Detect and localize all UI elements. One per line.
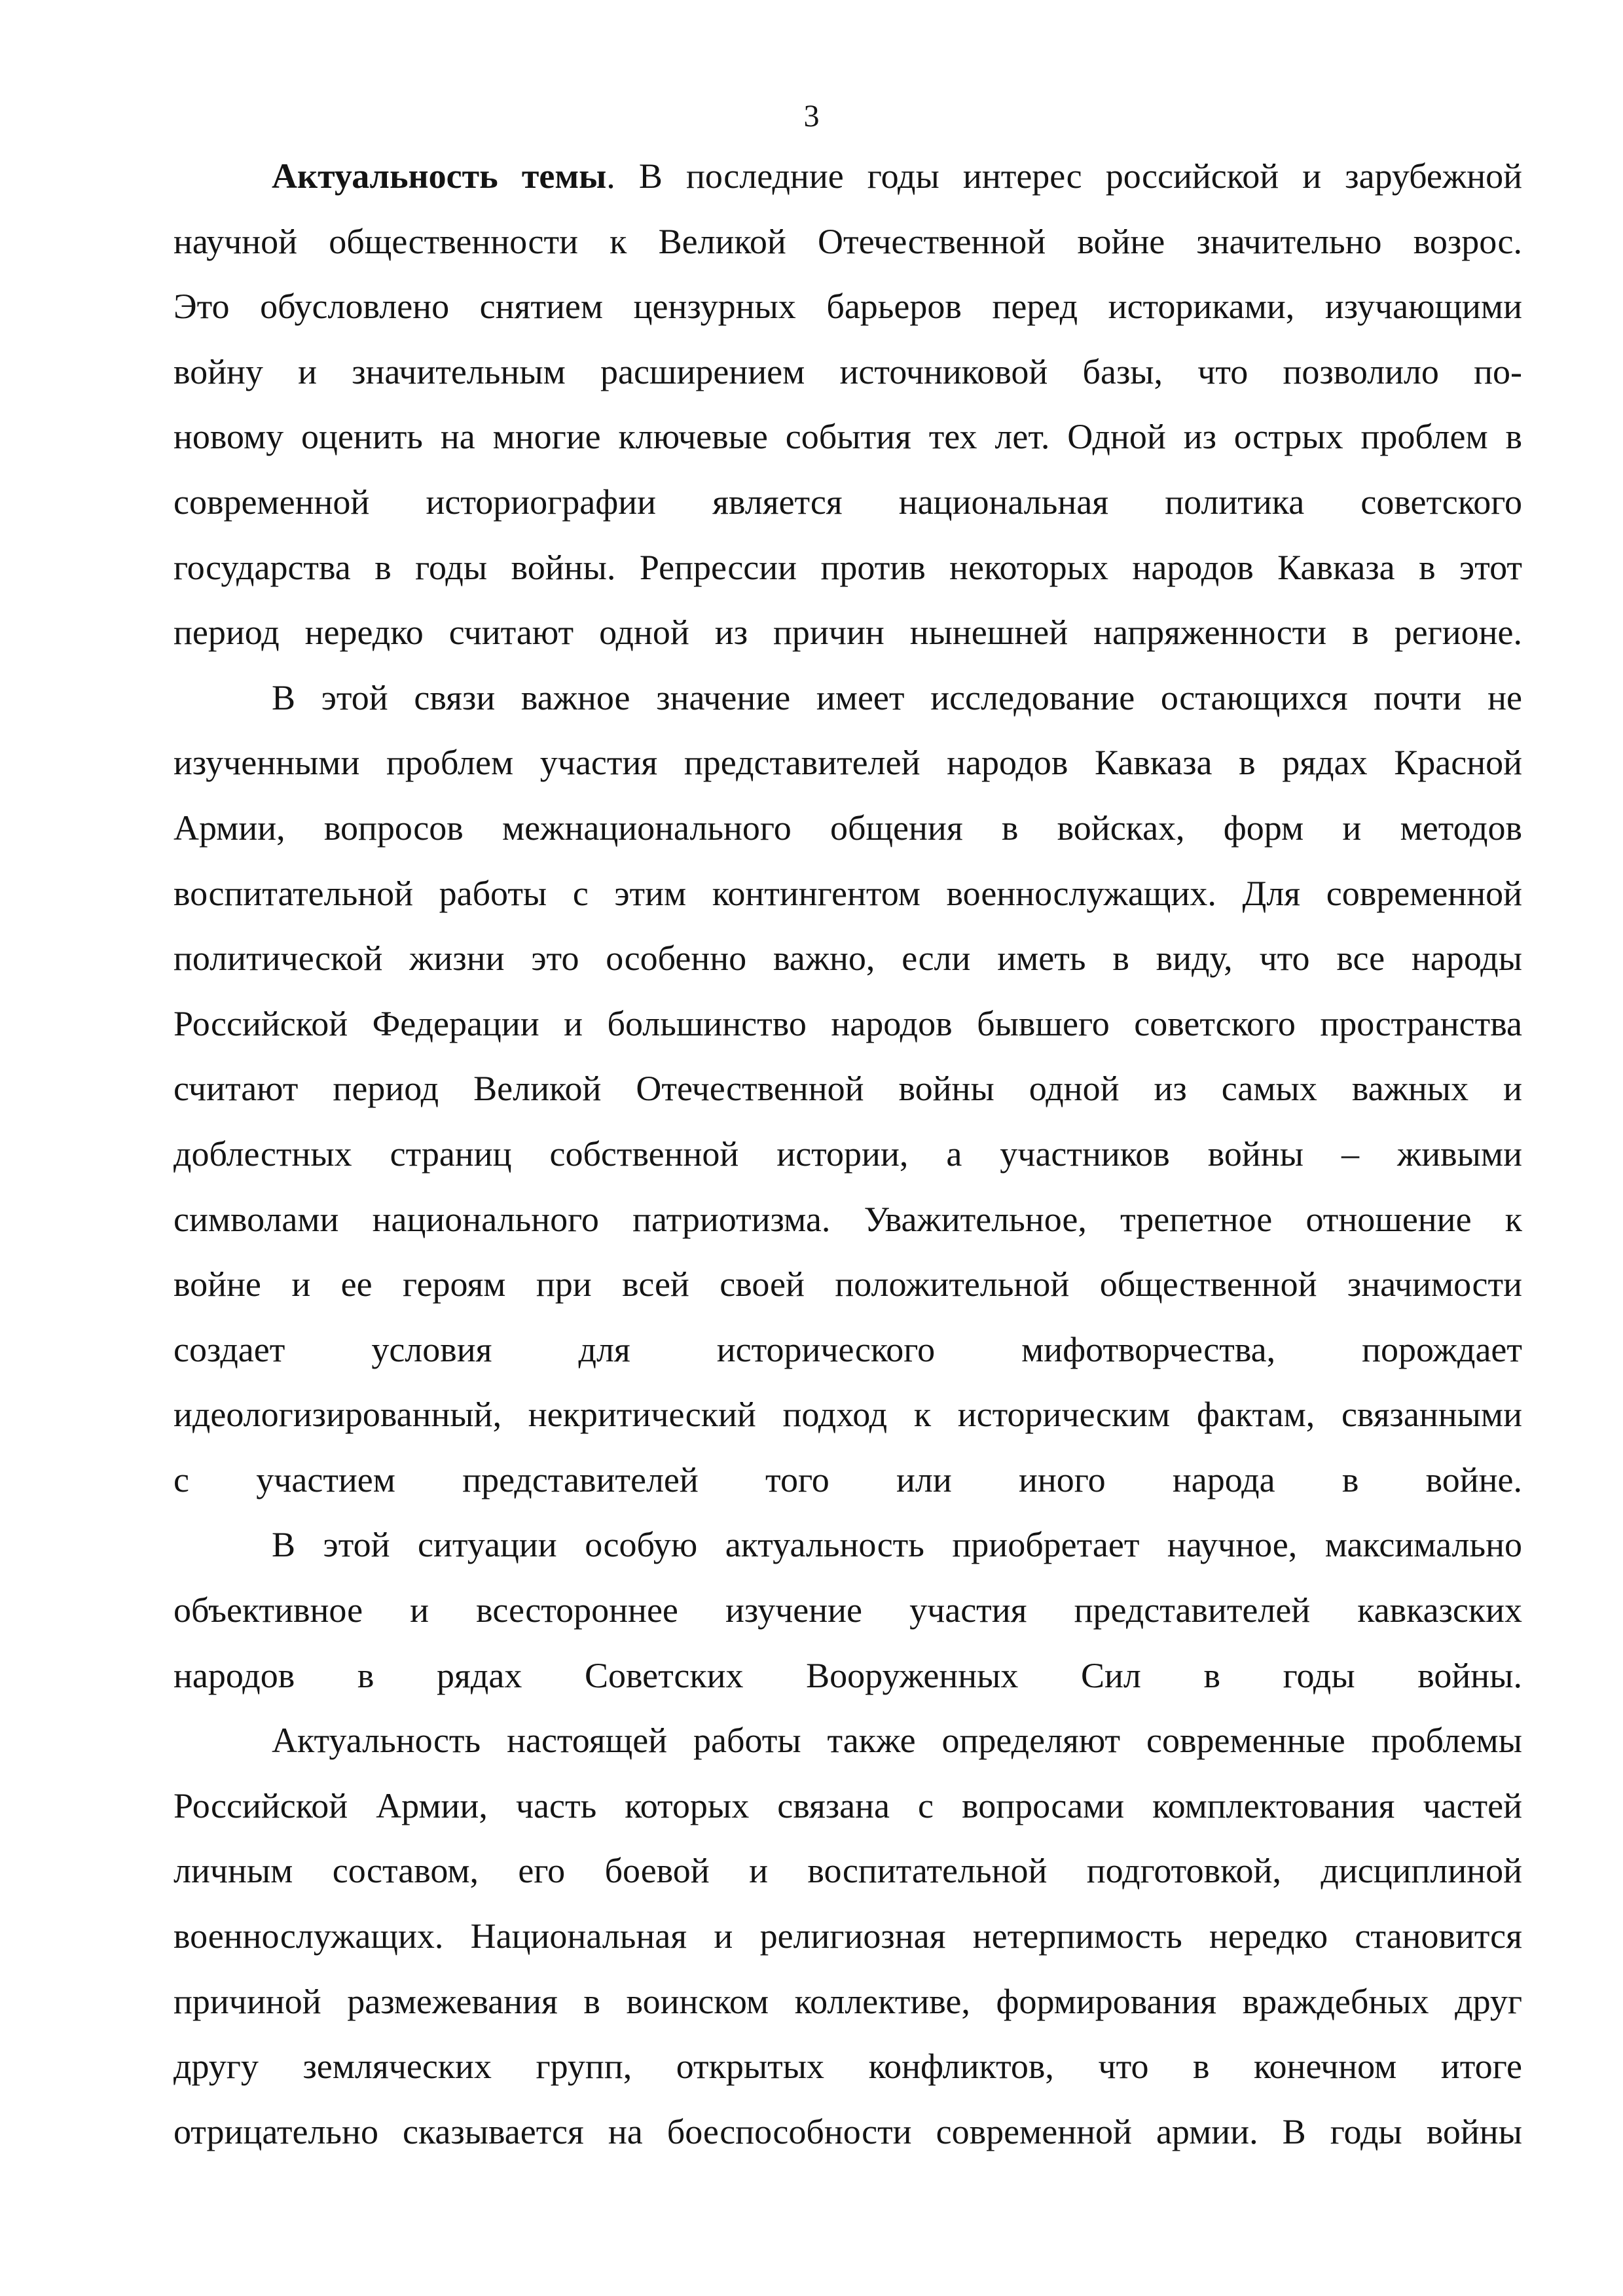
text-line: новому оценить на многие ключевые события тех лет. Одной из острых проблем в <box>173 417 1523 457</box>
text-line: идеологизированный, некритический подход к историческим фактам, связанными <box>173 1395 1522 1435</box>
text-line: войне и ее героям при всей своей положительной общественной значимости <box>173 1265 1522 1304</box>
text-line: считают период Великой Отечественной войны одной из самых важных и <box>173 1069 1523 1109</box>
text-line: доблестных страниц собственной истории, а участников войны – живыми <box>173 1134 1522 1174</box>
text-line <box>173 144 1522 209</box>
text-line: изученными проблем участия представителей народов Кавказа в рядах Красной <box>173 743 1522 783</box>
text-line-content: . В последние годы интерес российской и зарубежной <box>606 156 1523 196</box>
text-line: другу землячеcких групп, открытых конфликтов, что в конечном итоге <box>173 2047 1522 2087</box>
text-line: Российской Армии, часть которых связана с вопросами комплектования частей <box>173 1785 1523 1825</box>
text-line: воспитательной работы с этим контингентом военнослужащих. Для современной <box>173 873 1522 913</box>
text-line: Российской Федерации и большинство народов бывшего советского пространства <box>173 1003 1522 1043</box>
text-line: причиной размежевания в воинском коллективе, формирования враждебных друг <box>173 1981 1523 2021</box>
text-line: военнослужащих. Национальная и религиозная нетерпимость нередко становится <box>173 1916 1522 1956</box>
text-line: объективное и всестороннее изучение участия представителей кавказских <box>173 1590 1522 1630</box>
paragraph-modern-army <box>173 1708 1522 2164</box>
text-line: войну и значительным расширением источниковой базы, что позволило по- <box>173 351 1522 391</box>
paragraph-relevance-intro <box>173 144 1522 666</box>
text-line: государства в годы войны. Репрессии против некоторых народов Кавказа в этот <box>173 547 1522 587</box>
document-body <box>173 144 1522 2164</box>
text-line: отрицательно сказывается на боеспособности современной армии. В годы войны <box>173 2111 1522 2151</box>
text-line: В этой связи важное значение имеет исследование остающихся почти не <box>272 677 1522 717</box>
text-line: создает условия для исторического мифотворчества, порождает <box>173 1329 1522 1369</box>
text-line: личным составом, его боевой и воспитательной подготовкой, дисциплиной <box>173 1851 1523 1891</box>
paragraph-scientific-study <box>173 1513 1522 1708</box>
text-line: символами национального патриотизма. Уважительное, трепетное отношение к <box>173 1199 1522 1239</box>
text-line: Это обусловлено снятием цензурных барьеров перед историками, изучающими <box>173 287 1523 327</box>
section-heading-relevance: Актуальность темы <box>272 156 607 196</box>
page-number: 3 <box>803 99 820 134</box>
text-line: народов в рядах Советских Вооруженных Сил в годы войны. <box>173 1655 1522 1695</box>
text-line: Актуальность настоящей работы также определяют современные проблемы <box>272 1721 1522 1761</box>
text-line: политической жизни это особенно важно, если иметь в виду, что все народы <box>173 939 1523 978</box>
text-line: период нередко считают одной из причин нынешней напряженности в регионе. <box>173 613 1522 653</box>
text-line: В этой ситуации особую актуальность приобретает научное, максимально <box>272 1525 1522 1565</box>
text-line: Армии, вопросов межнационального общения в войсках, форм и методов <box>173 808 1523 848</box>
text-line: с участием представителей того или иного народа в войне. <box>173 1460 1522 1499</box>
text-line: современной историографии является национальная политика советского <box>173 482 1522 522</box>
text-line: научной общественности к Великой Отечественной войне значительно возрос. <box>173 221 1523 261</box>
paragraph-caucasus-participation <box>173 666 1522 1513</box>
